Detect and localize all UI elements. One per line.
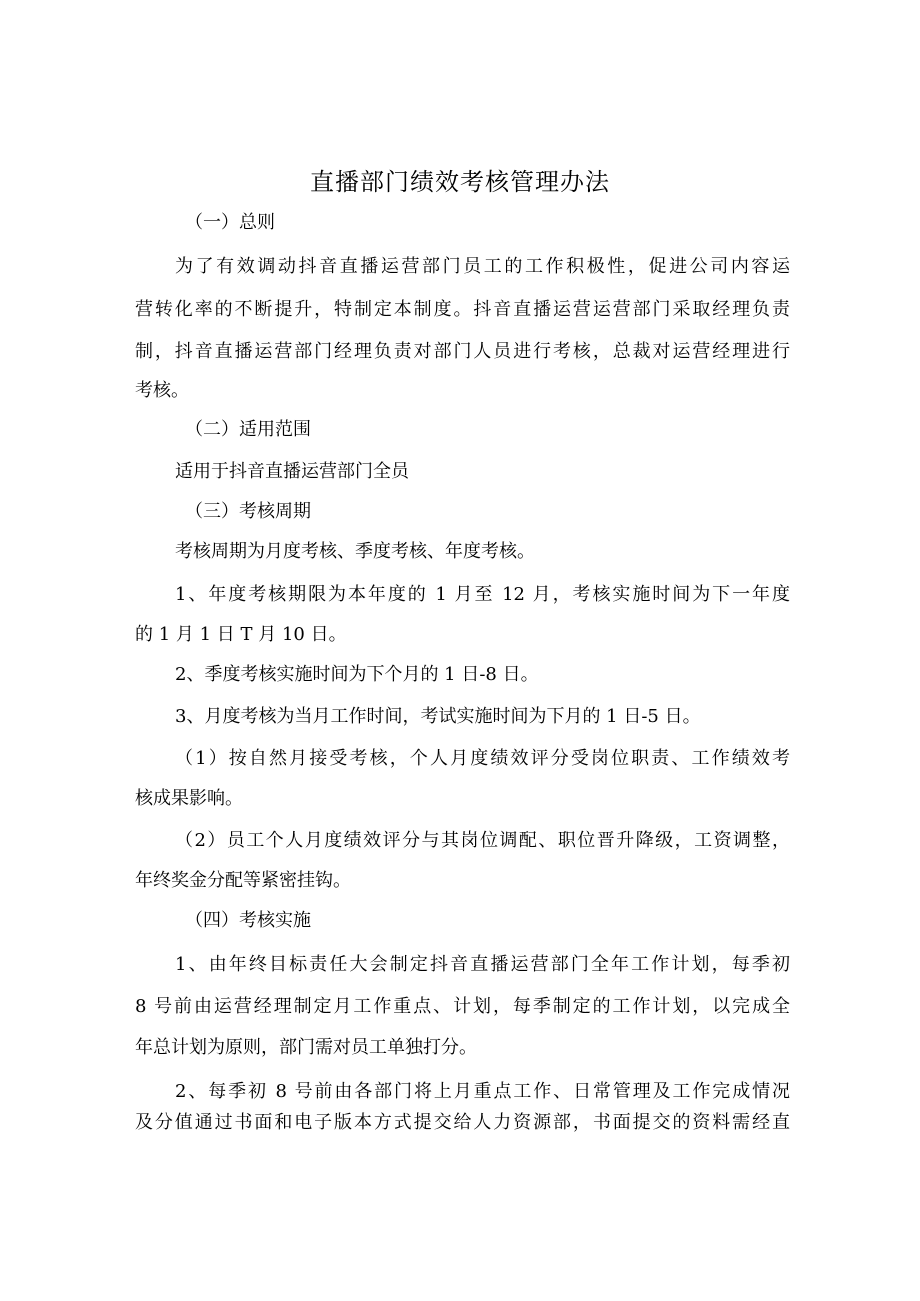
- paragraph-line: 考核。: [135, 380, 189, 401]
- paragraph-line: 及分值通过书面和电子版本方式提交给人力资源部，书面提交的资料需经直: [135, 1112, 790, 1133]
- paragraph-line: 8 号前由运营经理制定月工作重点、计划，每季制定的工作计划，以完成全: [135, 996, 790, 1017]
- section-heading-scope: （二）适用范围: [185, 419, 311, 440]
- paragraph-line: 年总计划为原则，部门需对员工单独打分。: [135, 1037, 477, 1058]
- paragraph-line: （2）员工个人月度绩效评分与其岗位调配、职位晋升降级，工资调整，: [175, 830, 790, 851]
- paragraph-line: 3、月度考核为当月工作时间，考试实施时间为下月的 1 日-5 日。: [175, 706, 701, 727]
- section-heading-implementation: （四）考核实施: [185, 910, 311, 931]
- section-heading-general: （一）总则: [185, 212, 275, 233]
- paragraph-line: 适用于抖音直播运营部门全员: [175, 461, 409, 482]
- paragraph-line: 为了有效调动抖音直播运营部门员工的工作积极性，促进公司内容运: [175, 256, 790, 277]
- section-heading-cycle: （三）考核周期: [185, 501, 311, 522]
- paragraph-line: 2、季度考核实施时间为下个月的 1 日-8 日。: [175, 664, 539, 685]
- paragraph-line: 年终奖金分配等紧密挂钩。: [135, 870, 351, 891]
- paragraph-line: 1、年度考核期限为本年度的 1 月至 12 月，考核实施时间为下一年度: [175, 584, 790, 605]
- paragraph-line: 考核周期为月度考核、季度考核、年度考核。: [175, 541, 535, 562]
- paragraph-line: 核成果影响。: [135, 788, 243, 809]
- paragraph-line: 1、由年终目标责任大会制定抖音直播运营部门全年工作计划，每季初: [175, 954, 790, 975]
- paragraph-line: 的 1 月 1 日 T 月 10 日。: [135, 624, 347, 645]
- paragraph-line: （1）按自然月接受考核，个人月度绩效评分受岗位职责、工作绩效考: [175, 748, 790, 769]
- paragraph-line: 制，抖音直播运营部门经理负责对部门人员进行考核，总裁对运营经理进行: [135, 341, 790, 362]
- paragraph-line: 营转化率的不断提升，特制定本制度。抖音直播运营运营部门采取经理负责: [135, 299, 790, 320]
- document-title: 直播部门绩效考核管理办法: [310, 168, 610, 196]
- paragraph-line: 2、每季初 8 号前由各部门将上月重点工作、日常管理及工作完成情况: [175, 1081, 790, 1102]
